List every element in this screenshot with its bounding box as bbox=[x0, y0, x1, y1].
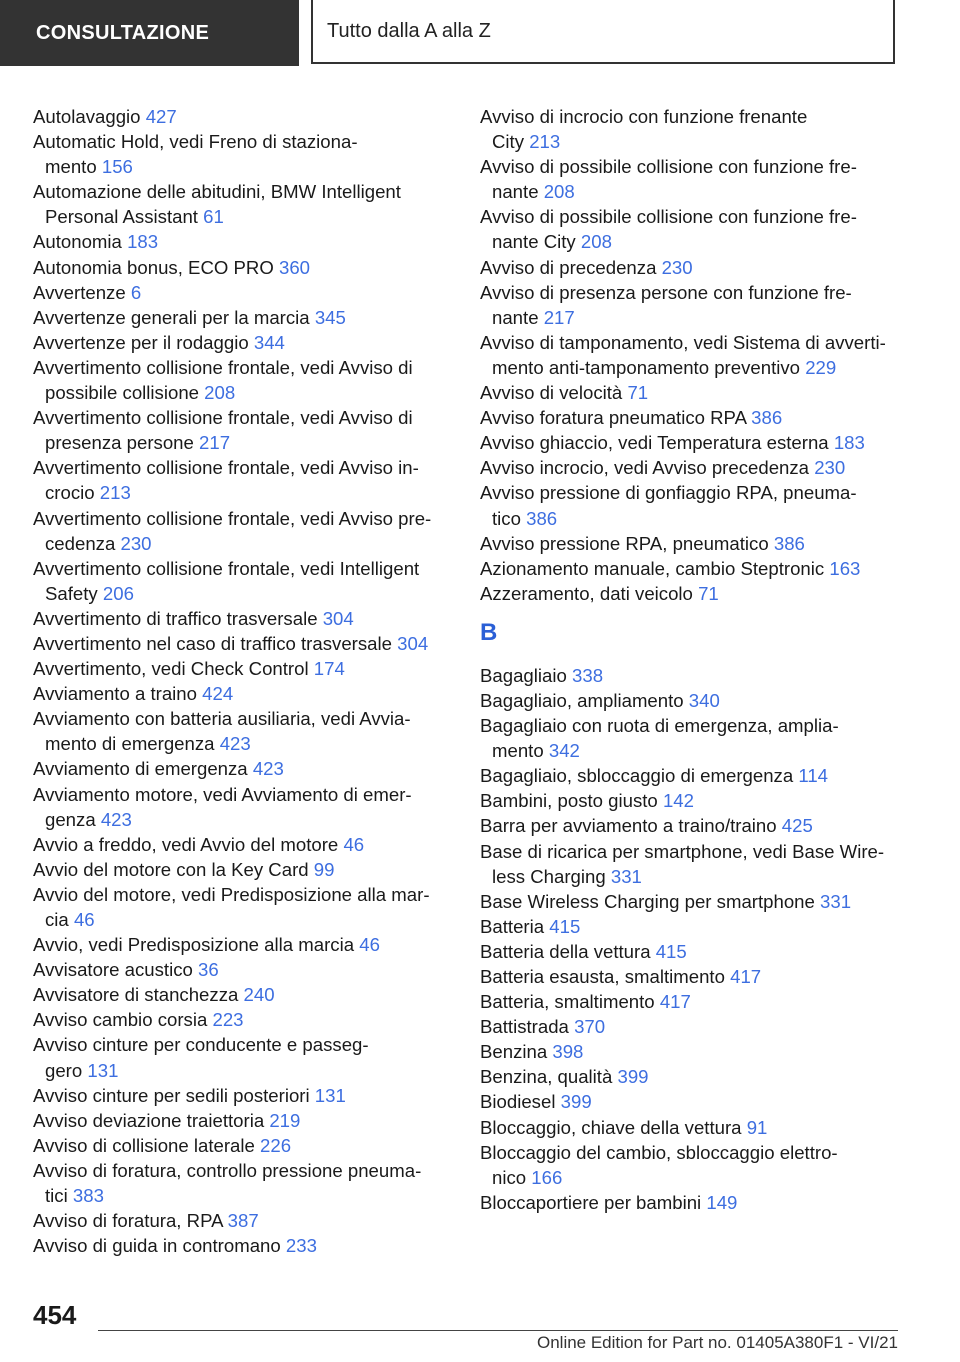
page-link[interactable]: 342 bbox=[548, 740, 580, 762]
page-link[interactable]: 424 bbox=[202, 683, 234, 705]
index-entry bbox=[480, 430, 900, 455]
entry-continuation: Safety bbox=[45, 582, 98, 604]
entry-continuation: mento bbox=[492, 740, 544, 762]
page-link[interactable]: 386 bbox=[751, 407, 783, 429]
index-entry bbox=[480, 839, 900, 889]
page-link[interactable]: 240 bbox=[243, 984, 275, 1006]
page-link[interactable]: 142 bbox=[662, 790, 694, 812]
entry-continuation: gero bbox=[45, 1059, 83, 1081]
entry-continuation: cia bbox=[45, 909, 69, 930]
index-entry bbox=[480, 813, 900, 838]
entry-text: Batteria, smaltimento bbox=[480, 991, 655, 1013]
index-entry bbox=[33, 957, 443, 982]
entry-text: Avviso di precedenza bbox=[480, 256, 657, 278]
index-entry bbox=[480, 405, 900, 430]
index-entry bbox=[33, 229, 443, 254]
page-link[interactable]: 46 bbox=[359, 934, 380, 956]
page-link[interactable]: 183 bbox=[127, 231, 159, 253]
entry-continuation: genza bbox=[45, 808, 96, 830]
index-entry bbox=[480, 556, 900, 581]
entry-continuation: nante City bbox=[492, 231, 576, 253]
page-link[interactable]: 131 bbox=[87, 1059, 119, 1081]
index-entry bbox=[33, 1133, 443, 1158]
index-entry bbox=[33, 857, 443, 882]
page-link[interactable]: 183 bbox=[833, 432, 865, 454]
index-entry bbox=[480, 1014, 900, 1039]
page-link[interactable]: 423 bbox=[252, 758, 284, 780]
entry-text: Avviso di presenza persone con funzione fre- bbox=[480, 281, 852, 303]
entry-text: Avvisatore di stanchezza bbox=[33, 984, 239, 1006]
entry-text: Batteria della vettura bbox=[480, 940, 651, 962]
page-link[interactable]: 149 bbox=[706, 1191, 738, 1213]
entry-text: Avvertenze bbox=[33, 281, 126, 303]
index-entry bbox=[33, 782, 443, 832]
entry-text: Bagagliaio, sbloccaggio di emergenza bbox=[480, 765, 794, 787]
index-entry bbox=[480, 914, 900, 939]
index-entry bbox=[33, 305, 443, 330]
index-entry bbox=[480, 204, 900, 254]
entry-text: Automatic Hold, vedi Freno di staziona- bbox=[33, 131, 358, 153]
index-entry bbox=[33, 255, 443, 280]
page-link[interactable]: 386 bbox=[773, 532, 805, 554]
entry-text: Avvio, vedi Predisposizione alla marcia bbox=[33, 934, 355, 956]
entry-text: Avvertenze generali per la marcia bbox=[33, 306, 310, 328]
page-link[interactable]: 114 bbox=[798, 765, 829, 787]
page-link[interactable]: 131 bbox=[314, 1084, 346, 1106]
index-entry bbox=[480, 280, 900, 330]
page-link[interactable]: 345 bbox=[314, 306, 346, 328]
index-entry bbox=[33, 706, 443, 756]
index-column-right bbox=[480, 104, 900, 1215]
entry-text: Batteria esausta, smaltimento bbox=[480, 966, 725, 987]
index-entry bbox=[33, 1032, 443, 1082]
entry-text: Bloccaportiere per bambini bbox=[480, 1191, 702, 1213]
index-entry bbox=[33, 330, 443, 355]
index-entry bbox=[480, 1190, 900, 1215]
index-entry bbox=[480, 480, 900, 530]
entry-text: Azionamento manuale, cambio Steptronic bbox=[480, 557, 825, 579]
entry-text: Avviamento con batteria ausiliaria, vedi Avvia- bbox=[33, 708, 411, 730]
entry-continuation: City bbox=[492, 131, 525, 153]
page-link[interactable]: 230 bbox=[661, 256, 693, 278]
page-link[interactable]: 386 bbox=[526, 507, 558, 529]
entry-text: Bagagliaio, ampliamento bbox=[480, 689, 684, 711]
index-entry bbox=[33, 681, 443, 706]
index-entry bbox=[480, 788, 900, 813]
index-entry bbox=[33, 1083, 443, 1108]
index-entry bbox=[33, 355, 443, 405]
page-link[interactable]: 360 bbox=[278, 256, 311, 278]
page-link[interactable]: 415 bbox=[549, 915, 581, 937]
entry-text: Automazione delle abitudini, BMW Intelligent bbox=[33, 181, 401, 203]
entry-text: Bloccaggio del cambio, sbloccaggio elettro- bbox=[480, 1141, 838, 1163]
entry-text: Avvertimento collisione frontale, vedi Avviso in- bbox=[33, 457, 419, 479]
page-link[interactable]: 230 bbox=[120, 532, 152, 554]
index-entry bbox=[33, 405, 443, 455]
entry-continuation: nico bbox=[492, 1166, 527, 1188]
entry-text: Avvio del motore, vedi Predisposizione alla mar- bbox=[33, 883, 430, 905]
index-entry bbox=[480, 1140, 900, 1190]
index-entry bbox=[33, 280, 443, 305]
index-entry bbox=[33, 882, 443, 932]
page-link[interactable]: 425 bbox=[781, 815, 813, 837]
index-entry bbox=[480, 104, 900, 154]
page-link[interactable]: 304 bbox=[322, 607, 354, 629]
index-entry bbox=[480, 330, 900, 380]
entry-text: Batteria bbox=[480, 915, 545, 937]
page-link[interactable]: 213 bbox=[529, 131, 561, 153]
topic-tab bbox=[311, 0, 895, 64]
page-link[interactable]: 304 bbox=[397, 632, 429, 654]
entry-text: Avviso cambio corsia bbox=[33, 1009, 208, 1031]
page-link[interactable]: 208 bbox=[543, 181, 575, 203]
page-link[interactable]: 223 bbox=[212, 1009, 244, 1031]
entry-text: Benzina bbox=[480, 1041, 548, 1063]
entry-text: Avviso di possibile collisione con funzione fre- bbox=[480, 156, 857, 178]
page-link[interactable]: 230 bbox=[814, 457, 846, 479]
page-link[interactable]: 71 bbox=[627, 382, 649, 404]
page-link[interactable]: 217 bbox=[543, 306, 575, 328]
index-entry bbox=[33, 1158, 443, 1208]
page-link[interactable]: 226 bbox=[260, 1134, 292, 1156]
entry-text: Avviso di guida in contromano bbox=[33, 1235, 281, 1257]
entry-text: Avvertenze per il rodaggio bbox=[33, 331, 249, 353]
entry-text: Avviso ghiaccio, vedi Temperatura esterna bbox=[480, 432, 829, 454]
section-tab bbox=[0, 0, 299, 66]
entry-text: Autonomia bonus, ECO PRO bbox=[33, 256, 274, 278]
index-entry bbox=[480, 1064, 900, 1089]
page-link[interactable]: 229 bbox=[805, 356, 837, 378]
index-entry bbox=[33, 506, 443, 556]
entry-text: Avviso deviazione traiettoria bbox=[33, 1109, 265, 1131]
index-entry bbox=[480, 939, 900, 964]
index-group-b bbox=[480, 663, 900, 1215]
entry-text: Bambini, posto giusto bbox=[480, 790, 658, 812]
page-link[interactable]: 417 bbox=[659, 991, 691, 1013]
index-entry bbox=[480, 688, 900, 713]
entry-text: Base di ricarica per smartphone, vedi Base Wire- bbox=[480, 840, 885, 862]
index-entry bbox=[33, 656, 443, 681]
entry-text: Avvertimento collisione frontale, vedi Avviso di bbox=[33, 356, 413, 378]
entry-continuation: mento bbox=[45, 156, 97, 178]
entry-text: Avviso cinture per sedili posteriori bbox=[33, 1084, 310, 1106]
page-link[interactable]: 331 bbox=[820, 890, 852, 912]
index-entry bbox=[480, 663, 900, 688]
index-entry bbox=[480, 1089, 900, 1114]
entry-continuation: presenza persone bbox=[45, 432, 194, 454]
page-number: 454 bbox=[33, 1300, 77, 1330]
index-entry bbox=[33, 556, 443, 606]
entry-text: Barra per avviamento a traino/traino bbox=[480, 815, 777, 837]
page-link[interactable]: 233 bbox=[285, 1235, 317, 1257]
index-entry bbox=[480, 154, 900, 204]
index-entry bbox=[33, 982, 443, 1007]
entry-text: Avvertimento di traffico trasversale bbox=[33, 607, 318, 629]
entry-text: Avviso di foratura, RPA bbox=[33, 1210, 223, 1232]
page-link[interactable]: 206 bbox=[102, 582, 134, 604]
entry-text: Azzeramento, dati veicolo bbox=[480, 582, 693, 604]
page-link[interactable]: 208 bbox=[580, 231, 612, 253]
page-link[interactable]: 340 bbox=[688, 689, 720, 711]
index-entry bbox=[33, 1233, 443, 1258]
index-entry bbox=[33, 104, 443, 129]
index-entry bbox=[480, 1039, 900, 1064]
page-link[interactable]: 415 bbox=[655, 940, 687, 962]
page-link[interactable]: 344 bbox=[253, 331, 285, 353]
index-entry bbox=[33, 129, 443, 179]
page-link[interactable]: 6 bbox=[130, 281, 142, 303]
entry-text: Biodiesel bbox=[480, 1091, 556, 1113]
page-link[interactable]: 46 bbox=[343, 833, 365, 855]
index-entry bbox=[480, 889, 900, 914]
entry-text: Avvertimento collisione frontale, vedi Avviso pre- bbox=[33, 507, 432, 529]
page-link[interactable]: 99 bbox=[313, 858, 335, 880]
page-link[interactable]: 398 bbox=[552, 1041, 584, 1063]
section-title: CONSULTAZIONE bbox=[36, 21, 210, 44]
entry-continuation: less Charging bbox=[492, 865, 606, 887]
index-column-left bbox=[33, 104, 443, 1258]
index-entry bbox=[33, 631, 443, 656]
entry-text: Base Wireless Charging per smartphone bbox=[480, 890, 815, 912]
index-entry bbox=[33, 1208, 443, 1233]
page-link[interactable]: 338 bbox=[572, 664, 604, 686]
entry-text: Avviamento a traino bbox=[33, 683, 197, 705]
index-group-a bbox=[480, 104, 900, 606]
page-link[interactable]: 383 bbox=[72, 1185, 104, 1207]
page-header bbox=[0, 0, 960, 66]
entry-text: Avviso pressione di gonfiaggio RPA, pneuma- bbox=[480, 482, 857, 504]
page-link[interactable]: 91 bbox=[746, 1116, 768, 1138]
entry-text: Bagagliaio bbox=[480, 664, 567, 686]
page-link[interactable]: 370 bbox=[574, 1016, 606, 1038]
entry-text: Avviso cinture per conducente e passeg- bbox=[33, 1034, 369, 1056]
entry-continuation: possibile collisione bbox=[45, 382, 199, 404]
page-link[interactable]: 163 bbox=[829, 557, 861, 579]
section-letter-b: B bbox=[480, 618, 498, 646]
index-entry bbox=[480, 713, 900, 763]
index-entry bbox=[480, 964, 900, 989]
index-entry bbox=[33, 832, 443, 857]
topic-title: Tutto dalla A alla Z bbox=[327, 19, 491, 42]
page-link[interactable]: 427 bbox=[145, 106, 177, 127]
page-link[interactable]: 61 bbox=[203, 206, 224, 228]
entry-text: Avvio a freddo, vedi Avvio del motore bbox=[33, 833, 339, 855]
entry-text: Autolavaggio bbox=[33, 106, 141, 127]
entry-text: Bagagliaio con ruota di emergenza, amplia- bbox=[480, 715, 839, 737]
entry-text: Autonomia bbox=[33, 231, 122, 253]
index-entry bbox=[33, 455, 443, 505]
page-link[interactable]: 331 bbox=[610, 865, 642, 887]
entry-text: Avviso di foratura, controllo pressione pneuma- bbox=[33, 1159, 422, 1181]
index-entry bbox=[33, 1108, 443, 1133]
entry-text: Avviso di velocità bbox=[480, 382, 623, 404]
index-entry bbox=[480, 531, 900, 556]
entry-continuation: tico bbox=[492, 507, 521, 529]
page-link[interactable]: 71 bbox=[698, 582, 719, 604]
entry-continuation: nante bbox=[492, 181, 539, 203]
index-entry bbox=[33, 756, 443, 781]
page-link[interactable]: 387 bbox=[227, 1210, 259, 1232]
index-entry bbox=[33, 606, 443, 631]
page-link[interactable]: 166 bbox=[531, 1166, 563, 1188]
entry-text: Avvertimento nel caso di traffico trasversale bbox=[33, 632, 392, 654]
entry-text: Avviso di possibile collisione con funzione fre- bbox=[480, 206, 857, 228]
entry-text: Avvisatore acustico bbox=[33, 959, 193, 981]
page-link[interactable]: 399 bbox=[560, 1091, 592, 1113]
footer-edition: Online Edition for Part no. 01405A380F1 - VI/21 bbox=[536, 1333, 898, 1352]
entry-continuation: cedenza bbox=[45, 532, 116, 554]
index-entry bbox=[33, 179, 443, 229]
entry-text: Avvertimento, vedi Check Control bbox=[33, 658, 309, 680]
entry-text: Bloccaggio, chiave della vettura bbox=[480, 1116, 742, 1138]
entry-text: Avvio del motore con la Key Card bbox=[33, 858, 309, 880]
page-link[interactable]: 417 bbox=[730, 966, 762, 987]
entry-text: Avvertimento collisione frontale, vedi Avviso di bbox=[33, 407, 413, 429]
page-link[interactable]: 36 bbox=[198, 959, 219, 981]
index-entry bbox=[480, 989, 900, 1014]
entry-continuation: mento anti-tamponamento preventivo bbox=[492, 356, 801, 378]
entry-text: Battistrada bbox=[480, 1016, 569, 1038]
entry-text: Avviso pressione RPA, pneumatico bbox=[480, 532, 769, 554]
page-link[interactable]: 219 bbox=[269, 1109, 301, 1131]
page-link[interactable]: 156 bbox=[101, 156, 133, 178]
page-link[interactable]: 213 bbox=[99, 482, 131, 504]
index-entry bbox=[480, 380, 900, 405]
index-entry bbox=[480, 1115, 900, 1140]
entry-continuation: tici bbox=[45, 1185, 68, 1207]
index-entry bbox=[33, 1007, 443, 1032]
footer-rule bbox=[98, 1330, 898, 1331]
page-link[interactable]: 399 bbox=[617, 1066, 649, 1088]
entry-continuation: crocio bbox=[45, 482, 95, 504]
entry-text: Avviso di tamponamento, vedi Sistema di avverti- bbox=[480, 331, 886, 353]
entry-text: Avviso di collisione laterale bbox=[33, 1134, 255, 1156]
page-link[interactable]: 423 bbox=[219, 733, 251, 755]
page-link[interactable]: 46 bbox=[73, 909, 95, 930]
entry-text: Avviso incrocio, vedi Avviso precedenza bbox=[480, 457, 810, 479]
entry-continuation: nante bbox=[492, 306, 539, 328]
entry-text: Avviso di incrocio con funzione frenante bbox=[480, 106, 808, 127]
entry-continuation: mento di emergenza bbox=[45, 733, 215, 755]
index-entry bbox=[480, 255, 900, 280]
entry-text: Avviamento motore, vedi Avviamento di emer- bbox=[33, 783, 412, 805]
page-link[interactable]: 217 bbox=[199, 432, 231, 454]
index-entry bbox=[480, 455, 900, 480]
page-link[interactable]: 423 bbox=[100, 808, 132, 830]
page-link[interactable]: 174 bbox=[313, 658, 345, 680]
index-entry bbox=[480, 581, 900, 606]
entry-text: Avviamento di emergenza bbox=[33, 758, 248, 780]
entry-text: Avvertimento collisione frontale, vedi Intelligent bbox=[33, 557, 420, 579]
page-link[interactable]: 208 bbox=[204, 382, 236, 404]
index-entry bbox=[33, 932, 443, 957]
entry-text: Avviso foratura pneumatico RPA bbox=[480, 407, 746, 429]
entry-text: Benzina, qualità bbox=[480, 1066, 613, 1088]
entry-continuation: Personal Assistant bbox=[45, 206, 198, 228]
index-entry bbox=[480, 763, 900, 788]
